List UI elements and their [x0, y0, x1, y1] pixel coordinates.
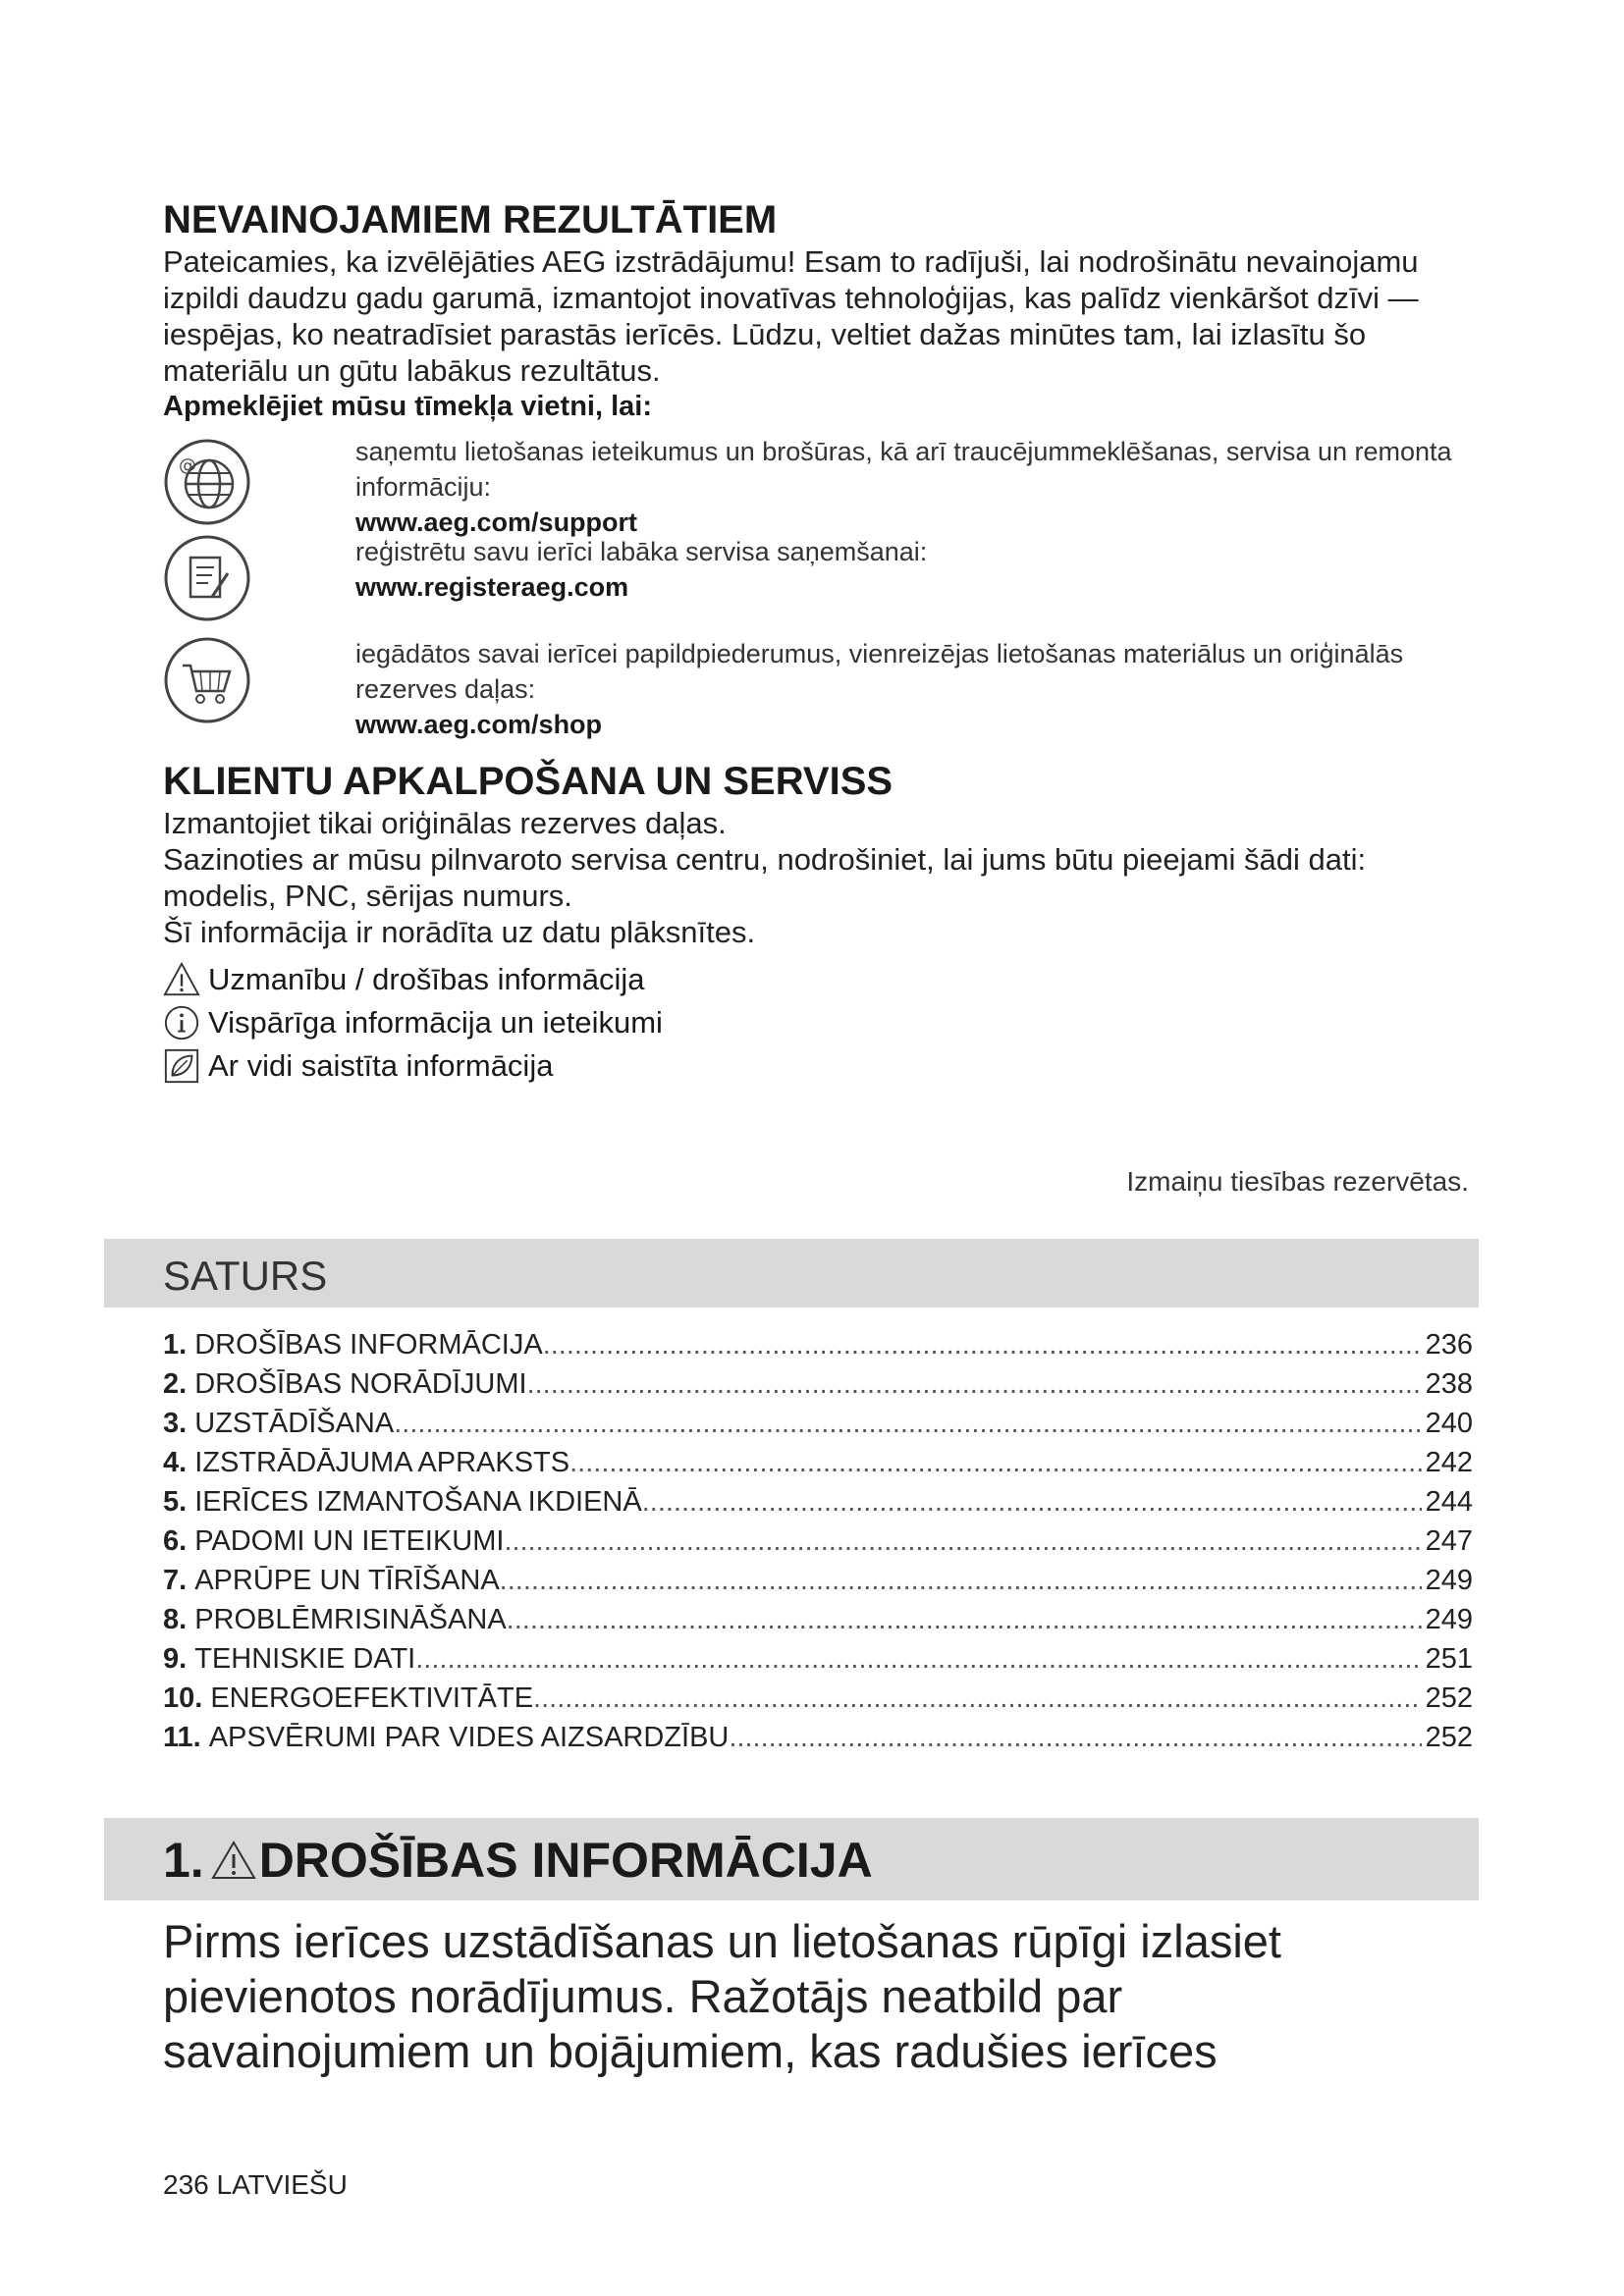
toc-item[interactable]: 3. UZSTĀDĪŠANA ..... 240 [163, 1404, 1473, 1443]
toc-item[interactable]: 9. TEHNISKIE DATI ..... 251 [163, 1639, 1473, 1679]
service-title: KLIENTU APKALPOŠANA UN SERVISS [163, 760, 893, 803]
service-line: Izmantojiet tikai oriģinālas rezerves daļas. [163, 806, 727, 840]
web-item-text: reģistrētu savu ierīci labāka servisa saņemšanai: www.registeraeg.com [355, 534, 1479, 605]
chapter-header-band [104, 1818, 1479, 1900]
warning-icon [210, 1839, 257, 1882]
info-icon [163, 1004, 200, 1041]
table-of-contents [163, 1325, 1473, 1757]
legend-text: Ar vidi saistīta informācija [208, 1048, 554, 1083]
support-link[interactable]: www.aeg.com/support [355, 507, 638, 537]
toc-title: SATURS [163, 1253, 328, 1299]
shopping-cart-icon [163, 636, 251, 724]
page-footer [163, 2169, 348, 2201]
toc-item[interactable]: 7. APRŪPE UN TĪRĪŠANA ..... 249 [163, 1561, 1473, 1600]
page-number: 236 [163, 2169, 209, 2200]
chapter-number: 1. [163, 1833, 204, 1888]
toc-item[interactable]: 4. IZSTRĀDĀJUMA APRAKSTS ..... 242 [163, 1443, 1473, 1482]
legend-info [163, 1001, 1479, 1044]
toc-item[interactable]: 5. IERĪCES IZMANTOŠANA IKDIENĀ ..... 244 [163, 1482, 1473, 1522]
leaf-icon [163, 1047, 200, 1085]
svg-text:@: @ [179, 455, 196, 476]
register-link[interactable]: www.registeraeg.com [355, 572, 629, 602]
web-item-support [163, 434, 1479, 537]
globe-icon [163, 438, 251, 526]
web-item-text: saņemtu lietošanas ieteikumus un brošūras, kā arī traucējummeklēšanas, servisa un remonta informāciju: www.aeg.com/support [355, 434, 1479, 540]
legend-environment [163, 1044, 1479, 1088]
toc-item[interactable]: 8. PROBLĒMRISINĀŠANA ..... 249 [163, 1600, 1473, 1639]
web-item-text: iegādātos savai ierīcei papildpiederumus, vienreizējas lietošanas materiālus un oriģinālās rezerves daļas: www.aeg.com/shop [355, 636, 1479, 742]
web-item-shop [163, 636, 1479, 744]
service-line: Sazinoties ar mūsu pilnvaroto servisa centru, nodrošiniet, lai jums būtu pieejami šādi dati: modelis, PNC, sērijas numurs. [163, 842, 1367, 913]
visit-label: Apmeklējiet mūsu tīmekļa vietni, lai: [163, 391, 652, 422]
register-icon [163, 534, 251, 622]
rights-reserved-note: Izmaiņu tiesības rezervētas. [1126, 1166, 1469, 1197]
toc-header-band [104, 1239, 1479, 1308]
warning-icon [163, 961, 200, 998]
footer-language: LATVIEŠU [216, 2169, 348, 2200]
toc-item[interactable]: 10. ENERGOEFEKTIVITĀTE ..... 252 [163, 1679, 1473, 1718]
shop-link[interactable]: www.aeg.com/shop [355, 710, 603, 739]
intro-content [163, 196, 1479, 1088]
web-item-register [163, 534, 1479, 628]
results-title: NEVAINOJAMIEM REZULTĀTIEM [163, 198, 778, 241]
toc-item[interactable]: 1. DROŠĪBAS INFORMĀCIJA ..... 236 [163, 1325, 1473, 1364]
legend-warning [163, 958, 1479, 1001]
results-text: Pateicamies, ka izvēlējāties AEG izstrādājumu! Esam to radījuši, lai nodrošinātu nevainojamu izpildi daudzu gadu garumā, izmantojot inovatīvas tehnoloģijas, kas palīdz vienkāršot dzīvi — iespējas, ko neatradīsiet parastās ierīcēs. Lūdzu, veltiet dažas minūtes tam, lai izlasītu šo materiālu un gūtu labākus rezultātus. [163, 244, 1419, 388]
toc-item[interactable]: 11. APSVĒRUMI PAR VIDES AIZSARDZĪBU ..... 252 [163, 1718, 1473, 1757]
chapter-title: DROŠĪBAS INFORMĀCIJA [258, 1833, 873, 1888]
chapter-heading [163, 1832, 873, 1889]
legend-text: Uzmanību / drošības informācija [208, 962, 645, 996]
toc-item[interactable]: 2. DROŠĪBAS NORĀDĪJUMI ..... 238 [163, 1364, 1473, 1404]
service-line: Šī informācija ir norādīta uz datu plāksnītes. [163, 915, 756, 949]
toc-item[interactable]: 6. PADOMI UN IETEIKUMI ..... 247 [163, 1522, 1473, 1561]
chapter-intro-text: Pirms ierīces uzstādīšanas un lietošanas rūpīgi izlasiet pievienotos norādījumus. Ražotājs neatbild par savainojumiem un bojājumiem, kas radušies ierīces [163, 1915, 1281, 2077]
legend-text: Vispārīga informācija un ieteikumi [208, 1005, 663, 1040]
